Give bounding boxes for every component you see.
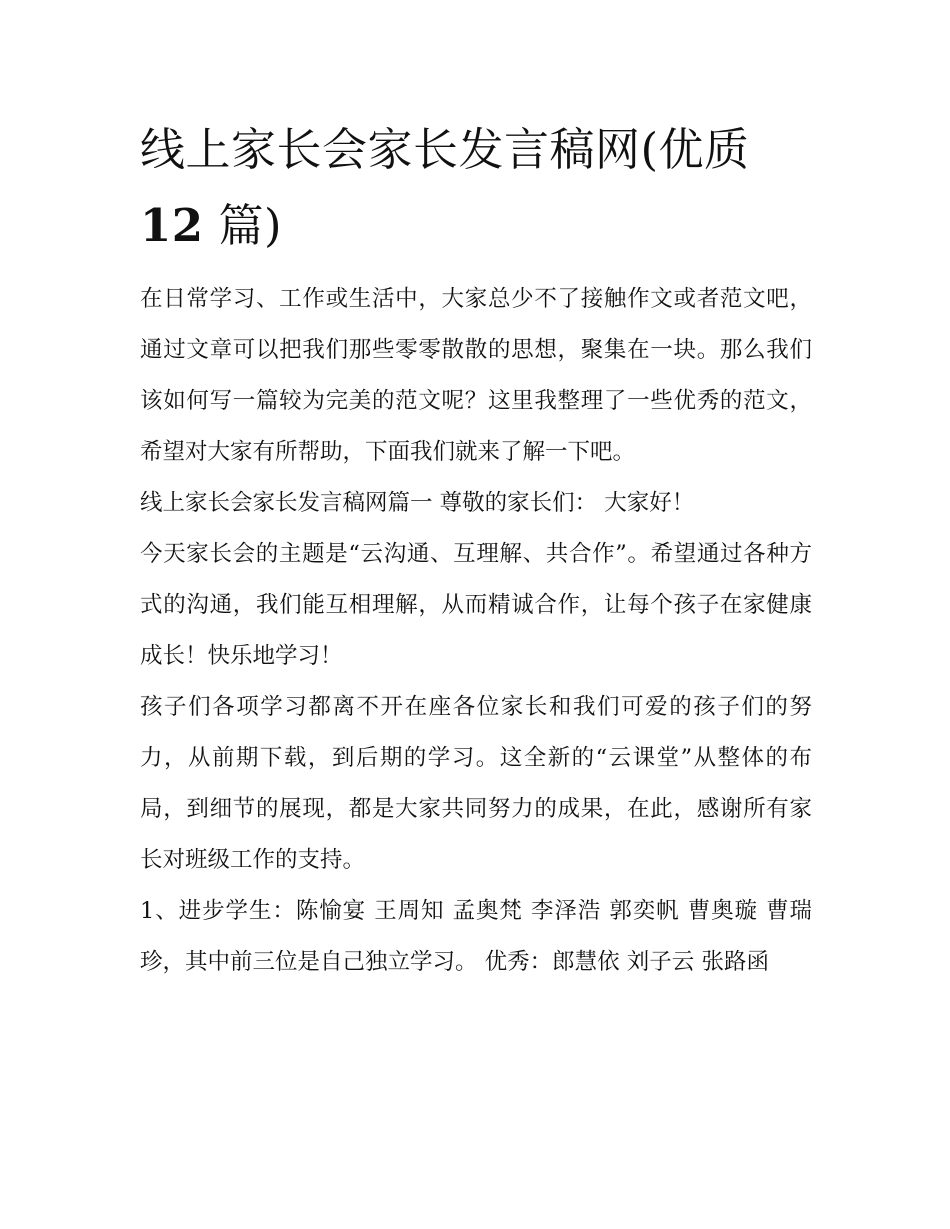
title-text-part1: 线上家长会家长发言稿网(优质 xyxy=(140,123,750,176)
theme-paragraph: 今天家长会的主题是“云沟通、互理解、共合作”。希望通过各种方式的沟通，我们能互相理解，从而精诚合作，让每个孩子在家健康成长！快乐地学习！ xyxy=(140,541,812,669)
greeting-paragraph: 线上家长会家长发言稿网篇一 尊敬的家长们： 大家好！ xyxy=(140,490,695,516)
document-title xyxy=(140,112,812,264)
title-text-part2: 篇) xyxy=(218,199,282,252)
document-page xyxy=(140,112,812,988)
students-list-paragraph: 1、进步学生：陈愉宴 王周知 孟奥梵 李泽浩 郭奕帆 曹奥璇 曹瑞珍，其中前三位是自己独立学习。 优秀：郎慧依 刘子云 张路函 xyxy=(140,898,812,975)
thanks-paragraph: 孩子们各项学习都离不开在座各位家长和我们可爱的孩子们的努力，从前期下载，到后期的学习。这全新的“云课堂”从整体的布局，到细节的展现，都是大家共同努力的成果，在此，感谢所有家长对班级工作的支持。 xyxy=(140,694,812,873)
title-number: 12 xyxy=(140,199,204,252)
intro-paragraph: 在日常学习、工作或生活中，大家总少不了接触作文或者范文吧，通过文章可以把我们那些零零散散的思想，聚集在一块。那么我们该如何写一篇较为完美的范文呢？这里我整理了一些优秀的范文，希望对大家有所帮助，下面我们就来了解一下吧。 xyxy=(140,286,812,465)
